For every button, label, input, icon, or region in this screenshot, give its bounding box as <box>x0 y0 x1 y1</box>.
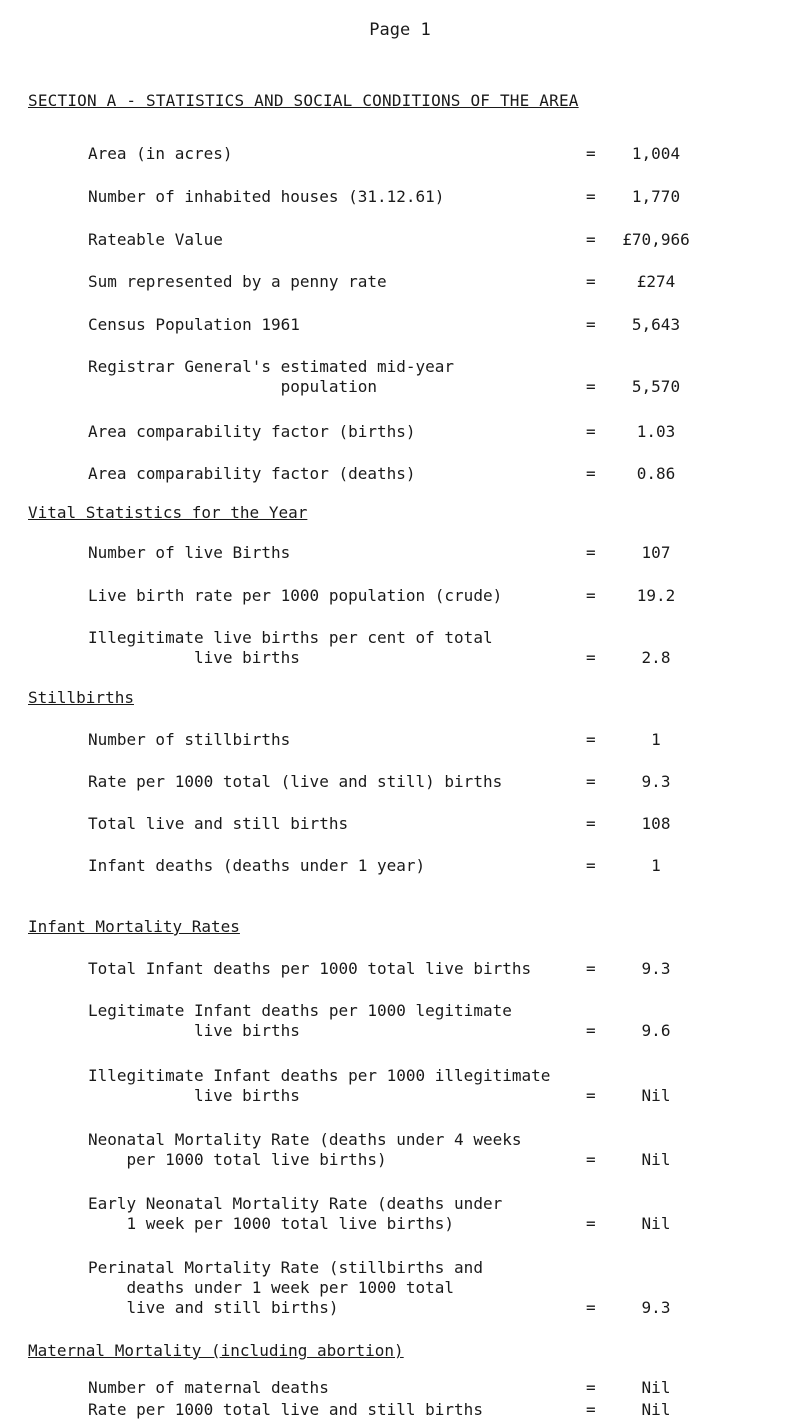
section-title: SECTION A - STATISTICS AND SOCIAL CONDITIONS OF THE AREA <box>28 91 579 110</box>
stat-label: Perinatal Mortality Rate (stillbirths and deaths under 1 week per 1000 total live and still births) <box>88 1258 483 1317</box>
stat-label: Area (in acres) <box>88 144 233 163</box>
stat-label: Illegitimate Infant deaths per 1000 illegitimate live births <box>88 1066 551 1105</box>
equals-sign: = <box>586 856 596 875</box>
stat-label: Number of stillbirths <box>88 730 291 749</box>
stat-row <box>0 187 800 207</box>
equals-sign: = <box>586 648 596 667</box>
equals-sign: = <box>586 1298 596 1317</box>
stat-label: Illegitimate live births per cent of total live births <box>88 628 493 667</box>
stat-label: Neonatal Mortality Rate (deaths under 4 weeks per 1000 total live births) <box>88 1130 522 1169</box>
stat-label: Number of live Births <box>88 543 291 562</box>
stat-label: Early Neonatal Mortality Rate (deaths under 1 week per 1000 total live births) <box>88 1194 503 1233</box>
stat-label: Census Population 1961 <box>88 315 300 334</box>
stat-value: 1 <box>651 730 661 749</box>
stat-value: 0.86 <box>636 464 676 483</box>
equals-sign: = <box>586 230 596 249</box>
stat-value: 1,004 <box>631 144 681 163</box>
stat-value: 9.3 <box>641 772 671 791</box>
stat-row <box>0 814 800 834</box>
stat-value: Nil <box>641 1086 671 1105</box>
stat-row <box>0 1258 800 1317</box>
equals-sign: = <box>586 730 596 749</box>
equals-sign: = <box>586 959 596 978</box>
stat-value: 1.03 <box>636 422 676 441</box>
stat-row <box>0 272 800 292</box>
equals-sign: = <box>586 1086 596 1105</box>
stat-value: 1,770 <box>631 187 681 206</box>
stat-row <box>0 230 800 250</box>
stat-value: 9.6 <box>641 1021 671 1040</box>
stat-row <box>0 464 800 484</box>
stat-row <box>0 422 800 442</box>
stat-label: Rate per 1000 total (live and still) births <box>88 772 503 791</box>
stat-row <box>0 856 800 876</box>
stat-row <box>0 1130 800 1169</box>
equals-sign: = <box>586 1214 596 1233</box>
equals-sign: = <box>586 315 596 334</box>
stat-value: 5,643 <box>631 315 681 334</box>
stat-row <box>0 586 800 606</box>
equals-sign: = <box>586 464 596 483</box>
equals-sign: = <box>586 814 596 833</box>
stat-label: Live birth rate per 1000 population (crude) <box>88 586 503 605</box>
stat-value: 1 <box>651 856 661 875</box>
stat-row <box>0 1378 800 1398</box>
stat-label: Area comparability factor (deaths) <box>88 464 416 483</box>
stat-value: £70,966 <box>622 230 690 249</box>
stat-label: Total Infant deaths per 1000 total live births <box>88 959 532 978</box>
stat-value: 108 <box>641 814 671 833</box>
stat-label: Number of maternal deaths <box>88 1378 329 1397</box>
stillbirths-heading: Stillbirths <box>28 688 134 707</box>
infant-mortality-heading: Infant Mortality Rates <box>28 917 240 936</box>
stat-value: £274 <box>636 272 676 291</box>
stat-row <box>0 144 800 164</box>
maternal-mortality-heading: Maternal Mortality (including abortion) <box>28 1341 404 1360</box>
stat-row <box>0 1194 800 1233</box>
stat-value: Nil <box>641 1378 671 1397</box>
stat-label: Rateable Value <box>88 230 223 249</box>
stat-value: 2.8 <box>641 648 671 667</box>
stat-label: Legitimate Infant deaths per 1000 legitimate live births <box>88 1001 512 1040</box>
stat-label: Number of inhabited houses (31.12.61) <box>88 187 445 206</box>
stat-value: 5,570 <box>631 377 681 396</box>
stat-row <box>0 1001 800 1040</box>
equals-sign: = <box>586 772 596 791</box>
stat-value: Nil <box>641 1214 671 1233</box>
stat-value: 107 <box>641 543 671 562</box>
equals-sign: = <box>586 422 596 441</box>
equals-sign: = <box>586 144 596 163</box>
stat-label: Rate per 1000 total live and still births <box>88 1400 483 1419</box>
equals-sign: = <box>586 543 596 562</box>
stat-row <box>0 1066 800 1105</box>
equals-sign: = <box>586 187 596 206</box>
equals-sign: = <box>586 272 596 291</box>
equals-sign: = <box>586 1378 596 1397</box>
stat-label: Total live and still births <box>88 814 349 833</box>
stat-label: Registrar General's estimated mid-year population <box>88 357 455 396</box>
stat-value: Nil <box>641 1150 671 1169</box>
stat-row <box>0 543 800 563</box>
stat-label: Infant deaths (deaths under 1 year) <box>88 856 426 875</box>
stat-value: 9.3 <box>641 959 671 978</box>
stat-row <box>0 1400 800 1420</box>
equals-sign: = <box>586 1021 596 1040</box>
stat-label: Area comparability factor (births) <box>88 422 416 441</box>
stat-label: Sum represented by a penny rate <box>88 272 387 291</box>
vital-statistics-heading: Vital Statistics for the Year <box>28 503 308 522</box>
equals-sign: = <box>586 377 596 396</box>
stat-row <box>0 730 800 750</box>
stat-value: Nil <box>641 1400 671 1419</box>
equals-sign: = <box>586 1400 596 1419</box>
page-number: Page 1 <box>369 20 431 40</box>
stat-row <box>0 315 800 335</box>
stat-value: 19.2 <box>636 586 676 605</box>
stat-row <box>0 959 800 979</box>
equals-sign: = <box>586 586 596 605</box>
stat-row <box>0 357 800 396</box>
equals-sign: = <box>586 1150 596 1169</box>
stat-value: 9.3 <box>641 1298 671 1317</box>
stat-row <box>0 628 800 667</box>
stat-row <box>0 772 800 792</box>
